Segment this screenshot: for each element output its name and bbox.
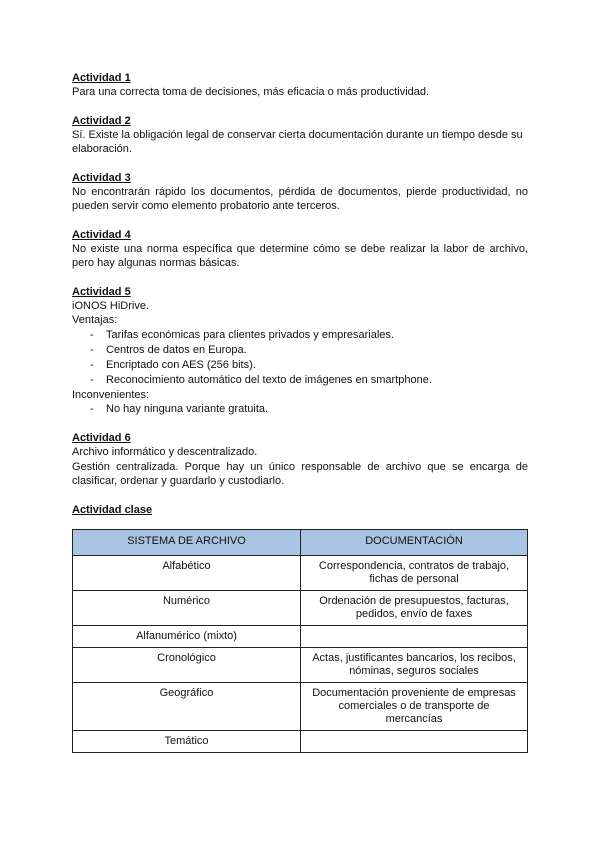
section-heading: Actividad 3 — [72, 171, 131, 184]
section-text: Sí. Existe la obligación legal de conservar cierta documentación durante un tiempo desde su elaboración. — [72, 128, 523, 155]
table-cell — [301, 625, 528, 647]
table-cell: Correspondencia, contratos de trabajo, fichas de personal — [301, 555, 528, 590]
table-row — [73, 682, 528, 730]
table-row — [73, 590, 528, 625]
section-text: No encontrarán rápido los documentos, pérdida de documentos, pierde productividad, no pueden servir como elemento probatorio ante terceros. — [72, 185, 528, 212]
list-item: - No hay ninguna variante gratuita. — [72, 402, 528, 417]
table-cell — [301, 730, 528, 752]
section-heading: Actividad 5 — [72, 285, 131, 298]
column-header-documentacion: DOCUMENTACIÓN — [301, 529, 528, 555]
table-row — [73, 625, 528, 647]
list-item: - Tarifas económicas para clientes privados y empresariales. — [72, 328, 528, 343]
section-text: No existe una norma específica que determine cómo se debe realizar la labor de archivo, pero hay algunas normas básicas. — [72, 242, 528, 269]
section-actividad-4 — [72, 228, 528, 271]
section-actividad-1 — [72, 71, 528, 100]
section-heading: Actividad 6 — [72, 432, 131, 444]
table-cell: Numérico — [73, 590, 301, 625]
table-cell: Alfabético — [73, 555, 301, 590]
section-heading: Actividad 2 — [72, 114, 131, 127]
table-cell: Actas, justificantes bancarios, los recibos, nóminas, seguros sociales — [301, 647, 528, 682]
section-heading: Actividad clase — [72, 503, 153, 516]
table-row — [73, 730, 528, 752]
inconvenientes-list — [72, 402, 528, 417]
section-text: Para una correcta toma de decisiones, más eficacia o más productividad. — [72, 86, 430, 98]
section-heading: Actividad 4 — [72, 228, 131, 241]
section-text: Gestión centralizada. Porque hay un único responsable de archivo que se encarga de clasificar, ordenar y guardarlo y custodiarlo. — [72, 460, 528, 487]
table-cell: Alfanumérico (mixto) — [73, 625, 301, 647]
section-heading: Actividad 1 — [72, 72, 131, 84]
section-actividad-2 — [72, 114, 528, 157]
section-actividad-6 — [72, 431, 528, 489]
list-item: - Reconocimiento automático del texto de imágenes en smartphone. — [72, 373, 528, 388]
ventajas-list — [72, 328, 528, 388]
list-item: - Encriptado con AES (256 bits). — [72, 358, 528, 373]
table-cell: Documentación proveniente de empresas comerciales o de transporte de mercancías — [301, 682, 528, 730]
table-cell: Geográfico — [73, 682, 301, 730]
archive-systems-table — [72, 529, 528, 753]
document-body — [72, 71, 528, 767]
section-actividad-5 — [72, 285, 528, 418]
inconvenientes-label: Inconvenientes: — [72, 388, 150, 401]
list-item: - Centros de datos en Europa. — [72, 343, 528, 358]
section-actividad-clase — [72, 503, 528, 753]
table-cell: Cronológico — [73, 647, 301, 682]
table-cell: Ordenación de presupuestos, facturas, pedidos, envío de faxes — [301, 590, 528, 625]
service-name: iONOS HiDrive. — [72, 299, 150, 312]
column-header-sistema: SISTEMA DE ARCHIVO — [73, 529, 301, 555]
section-text: Archivo informático y descentralizado. — [72, 446, 258, 458]
table-header-row — [73, 529, 528, 555]
table-cell: Temático — [73, 730, 301, 752]
table-row — [73, 555, 528, 590]
ventajas-label: Ventajas: — [72, 314, 118, 326]
table-row — [73, 647, 528, 682]
section-actividad-3 — [72, 171, 528, 214]
